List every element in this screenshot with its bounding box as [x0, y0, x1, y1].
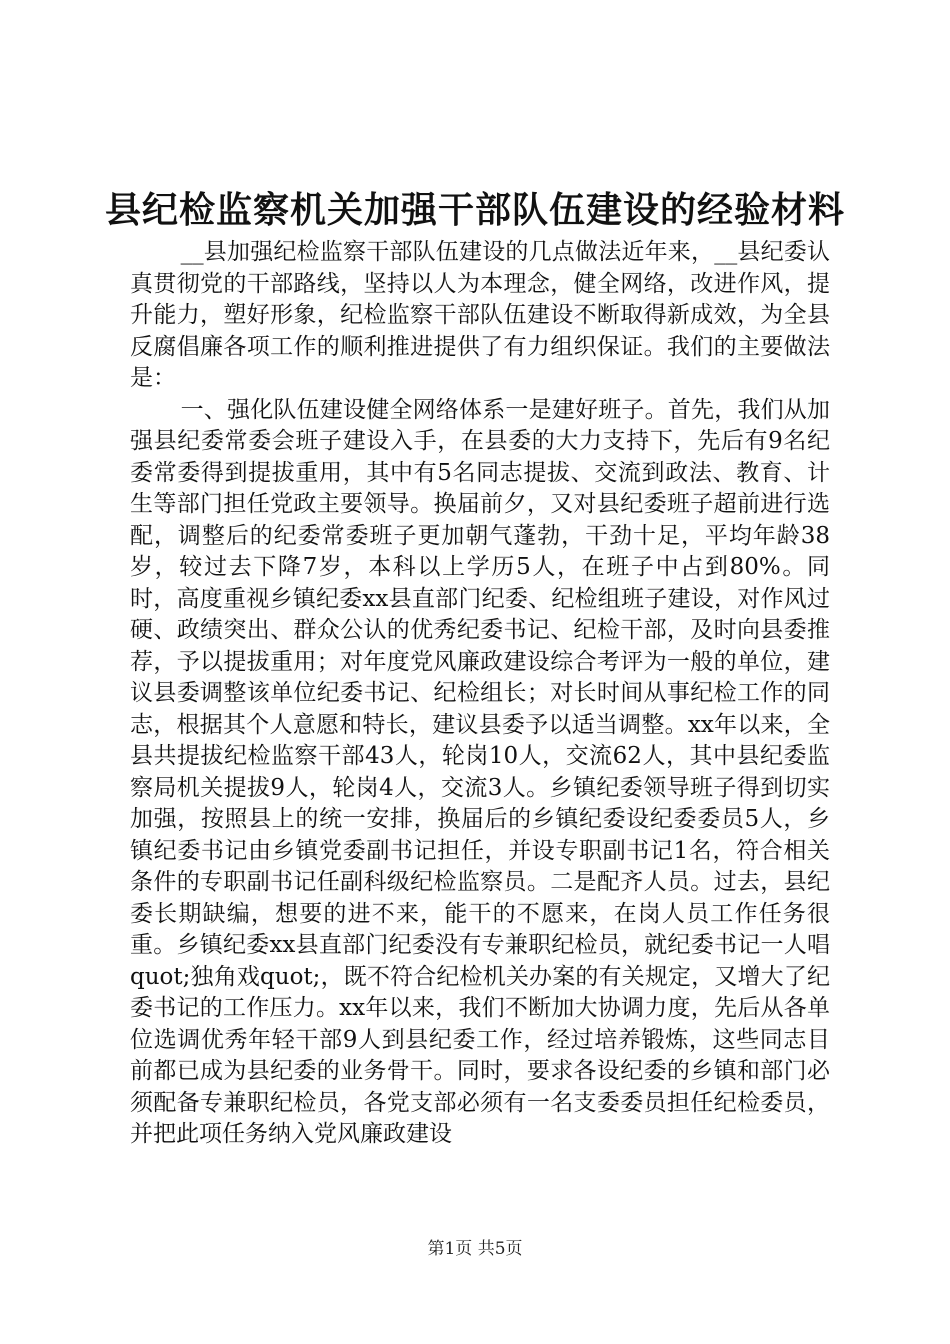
paragraph-intro: __县加强纪检监察干部队伍建设的几点做法近年来，__县纪委认真贯彻党的干部路线，坚持以人为本理念，健全网络，改进作风，提升能力，塑好形象，纪检监察干部队伍建设不断取得新成效，为全县反腐倡廉各项工作的顺利推进提供了有力组织保证。我们的主要做法是： — [130, 239, 830, 391]
page-footer: 第1页 共5页 — [427, 1239, 523, 1259]
document-body — [130, 237, 830, 1151]
document-title: 县纪检监察机关加强干部队伍建设的经验材料 — [104, 189, 845, 231]
paragraph-section-one: 一、强化队伍建设健全网络体系一是建好班子。首先，我们从加强县纪委常委会班子建设入手，在县委的大力支持下，先后有9名纪委常委得到提拔重用，其中有5名同志提拔、交流到政法、教育、计生等部门担任党政主要领导。换届前夕，又对县纪委班子超前进行选配，调整后的纪委常委班子更加朝气蓬勃，干劲十足，平均年龄38岁，较过去下降7岁，本科以上学历5人，在班子中占到80%。同时，高度重视乡镇纪委xx县直部门纪委、纪检组班子建设，对作风过硬、政绩突出、群众公认的优秀纪委书记、纪检干部，及时向县委推荐，予以提拔重用；对年度党风廉政建设综合考评为一般的单位，建议县委调整该单位纪委书记、纪检组长；对长时间从事纪检工作的同志，根据其个人意愿和特长，建议县委予以适当调整。xx年以来，全县共提拔纪检监察干部43人，轮岗10人，交流62人，其中县纪委监察局机关提拔9人，轮岗4人，交流3人。乡镇纪委领导班子得到切实加强，按照县上的统一安排，换届后的乡镇纪委设纪委委员5人，乡镇纪委书记由乡镇党委副书记担任，并设专职副书记1名，符合相关条件的专职副书记任副科级纪检监察员。二是配齐人员。过去，县纪委长期缺编，想要的进不来，能干的不愿来，在岗人员工作任务很重。乡镇纪委xx县直部门纪委没有专兼职纪检员，就纪委书记一人唱quot;独角戏quot;，既不符合纪检机关办案的有关规定，又增大了纪委书记的工作压力。xx年以来，我们不断加大协调力度，先后从各单位选调优秀年轻干部9人到县纪委工作，经过培养锻炼，这些同志目前都已成为县纪委的业务骨干。同时，要求各设纪委的乡镇和部门必须配备专兼职纪检员，各党支部必须有一名支委委员担任纪检委员，并把此项任务纳入党风廉政建设 — [130, 396, 830, 1147]
